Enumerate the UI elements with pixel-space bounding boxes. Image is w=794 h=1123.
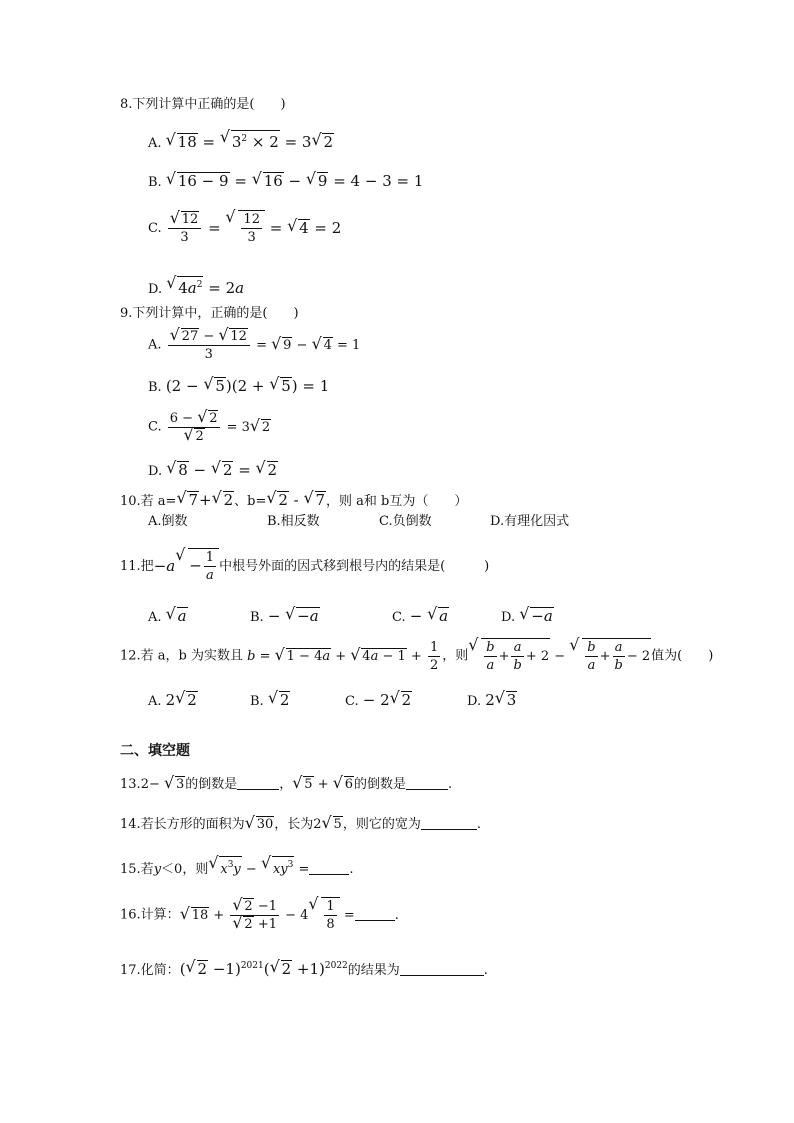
q10-option-c: C.负倒数	[379, 514, 432, 529]
q9-d-label: D.	[148, 464, 163, 479]
q13-mid1: 的倒数是	[185, 777, 238, 792]
q13-blank-2[interactable]	[406, 788, 448, 790]
q15-suffix: .	[349, 862, 354, 877]
q9-option-c	[148, 410, 271, 445]
q9-d-expr: √ 8 − √ 2 = √ 2	[166, 461, 278, 479]
q11-c-expr: − √ a	[410, 607, 449, 625]
q14-mid1: ，长为	[274, 817, 314, 832]
q11-option-b	[250, 607, 320, 627]
q12-a-label: A.	[148, 694, 162, 709]
q10-mid: 、b=	[234, 494, 267, 509]
q16-stem	[120, 897, 399, 933]
q11-a-expr: √ a	[166, 607, 188, 625]
q13-stem	[120, 776, 452, 794]
q9-option-b	[148, 377, 329, 397]
q16-prefix: 16.计算：	[120, 907, 180, 923]
q12-b-label: B.	[250, 694, 264, 709]
q12-option-a	[148, 691, 198, 711]
q17-prefix: 17.化简：	[120, 963, 180, 978]
q8-d-label: D.	[148, 282, 163, 297]
q11-d-label: D.	[501, 610, 516, 625]
q11-b-label: B.	[250, 610, 264, 625]
q8-b-label: B.	[148, 175, 162, 190]
q10-b-value: √ 2 - √ 7	[266, 491, 326, 509]
q13-mid2: ，	[279, 777, 293, 792]
q12-suffix: 值为( )	[651, 648, 714, 664]
q9-c-expr: 6 − √ 2 √ 2 = 3√ 2	[166, 420, 271, 435]
q17-mid: 的结果为	[347, 963, 400, 978]
q8-option-b	[148, 172, 423, 192]
q17-stem	[120, 957, 488, 980]
q15-condition: y＜0	[153, 862, 183, 877]
q11-option-c	[392, 607, 449, 627]
q16-expr: √ 18 + √ 2 −1 √ 2 +1 − 4 √ $\frac{1}{8}$ =	[180, 908, 355, 923]
q12-target-expr: √ $\frac{b}{a}$ + $\frac{a}{b}$ + 2 − √ $\frac{b}{a}$ + $\frac{a}{b}$ − 2	[468, 649, 651, 664]
q12-c-label: C.	[345, 694, 359, 709]
q11-option-d	[501, 607, 554, 627]
q11-expr: −a√ − $\frac{1}{a}$	[154, 557, 219, 575]
q8-c-expr: √ $\frac{12}{3}$ = √ $\frac{12}{3}$ = √ 4 = 2	[166, 219, 342, 237]
q15-mid1: ，则	[182, 862, 209, 877]
q8-stem: 8.下列计算中正确的是( )	[120, 97, 286, 112]
q14-area: √ 30	[245, 817, 275, 832]
q16-suffix: .	[394, 908, 399, 923]
q8-option-d	[148, 276, 244, 299]
q15-prefix: 15.若	[120, 862, 154, 877]
q10-option-a: A.倒数	[148, 514, 188, 529]
q13-prefix: 13.	[120, 777, 141, 792]
q11-stem	[120, 548, 489, 584]
q8-option-c	[148, 210, 341, 246]
q9-c-label: C.	[148, 419, 162, 435]
q12-option-d	[467, 691, 517, 711]
q14-prefix: 14.若长方形的面积为	[120, 817, 245, 832]
q9-stem: 9.下列计算中，正确的是( )	[120, 306, 299, 321]
q10-suffix: ，则 a和 b互为（ ）	[326, 494, 468, 509]
q8-d-expr: √ $4a^2 = 2a$	[166, 279, 244, 297]
q14-length: 2√ 5	[313, 817, 343, 832]
q8-a-label: A.	[148, 136, 162, 151]
q12-a-expr: 2√ 2	[166, 691, 198, 709]
q12-option-c	[345, 691, 412, 711]
q8-c-label: C.	[148, 221, 162, 236]
q10-stem	[120, 491, 467, 511]
q10-option-b: B.相反数	[267, 514, 320, 529]
q8-a-expr: √ 18 = √ $3^2 \times 2 = 3√$ 2	[166, 133, 334, 151]
q11-b-expr: − √ −a	[268, 607, 320, 625]
section-heading-fill-blank: 二、填空题	[120, 743, 190, 759]
q17-blank[interactable]	[400, 974, 484, 976]
q11-suffix: 中根号外面的因式移到根号内的结果是( )	[219, 559, 490, 574]
q12-b-expr: b = √ 1 − 4a + √ 4a − 1 + $\frac{1}{2}$	[247, 649, 442, 664]
q11-prefix: 11.把	[120, 559, 154, 574]
q10-prefix: 10.若 a=	[120, 494, 177, 509]
q9-option-d	[148, 461, 278, 481]
q15-blank[interactable]	[309, 873, 349, 875]
q10-option-d: D.有理化因式	[490, 514, 570, 529]
q14-mid2: ，则它的宽为	[342, 817, 421, 832]
q13-expr2: √ 5 + √ 6	[292, 777, 354, 792]
q9-a-label: A.	[148, 337, 162, 353]
q13-mid3: 的倒数是	[354, 777, 407, 792]
q12-mid: ，则	[442, 648, 469, 664]
q12-c-expr: − 2√ 2	[363, 691, 412, 709]
q12-d-expr: 2√ 3	[485, 691, 517, 709]
q12-stem	[120, 638, 713, 674]
q12-d-label: D.	[467, 694, 482, 709]
q8-option-a	[148, 130, 334, 153]
q11-option-a	[148, 607, 188, 627]
q12-b-opt-expr: √ 2	[268, 691, 291, 709]
q11-a-label: A.	[148, 610, 162, 625]
q17-suffix: .	[483, 963, 488, 978]
q13-suffix: .	[448, 777, 453, 792]
q9-b-expr: (2 − √ 5)(2 + √ 5) = 1	[166, 377, 329, 395]
q14-suffix: .	[476, 817, 481, 832]
q17-expr: (√ 2 −1)$^{2021}$(√ 2 +1)$^{2022}$	[180, 960, 348, 978]
q13-blank-1[interactable]	[237, 788, 279, 790]
q14-stem	[120, 816, 481, 834]
q9-a-expr: √ $\frac{27 - √ 12}{3}$ = √ 9 − √ 4 = 1	[166, 338, 361, 353]
q14-blank[interactable]	[421, 828, 477, 830]
q9-b-label: B.	[148, 380, 162, 395]
q16-blank[interactable]	[355, 919, 395, 921]
q12-option-b	[250, 691, 290, 711]
q11-d-expr: √ −a	[519, 607, 554, 625]
q9-option-a	[148, 328, 360, 363]
q13-expr1: 2− √ 3	[141, 777, 186, 792]
q15-stem	[120, 856, 354, 879]
q10-a-value: √ 7+√ 2	[176, 491, 234, 509]
q11-c-label: C.	[392, 610, 406, 625]
q15-expr: √ $x^3y$ − √ $xy^3$ =	[208, 862, 309, 877]
q8-b-expr: √ 16 − 9 = √ 16 − √ 9 = 4 − 3 = 1	[166, 172, 424, 190]
q12-prefix: 12.若 a，b 为实数且	[120, 648, 244, 664]
